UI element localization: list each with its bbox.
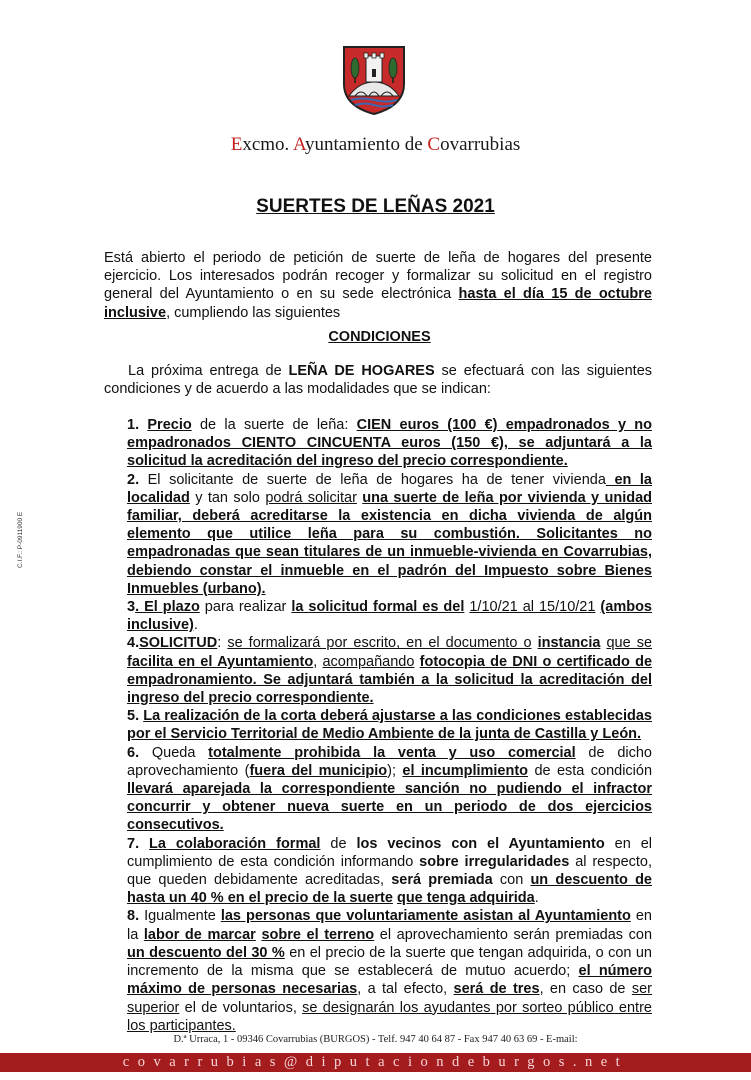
text-run: que se [606, 635, 653, 652]
text-run: para realizar [199, 599, 292, 616]
text-run: facilita en el Ayuntamiento [127, 653, 314, 670]
text-run: 5. [127, 708, 144, 725]
text-run: ser superior [127, 981, 652, 1016]
text-run: el número máximo de personas necesarias [127, 963, 652, 998]
text-run: en el cumplimiento de esta condición informando [127, 835, 652, 870]
footer-email-band [0, 1053, 751, 1072]
text-run: SOLICITUD [139, 635, 218, 652]
text-run: y tan solo [189, 489, 266, 506]
text-run: será de tres [453, 981, 540, 998]
text-run: 1/10/21 al 15/10/21 [469, 599, 596, 616]
condition-item [127, 634, 652, 707]
text-run: en la localidad [127, 471, 652, 506]
text-run: 8. [127, 908, 145, 925]
text-run: de esta condición [528, 762, 653, 779]
text-run: de dicho aprovechamiento ( [127, 744, 652, 779]
text-run: 2. [127, 471, 148, 488]
org-name-initial: C [427, 134, 441, 155]
conditions-intro-paragraph [104, 362, 652, 398]
intro-paragraph [104, 249, 652, 322]
text-run: Precio [147, 417, 192, 433]
text-run: fotocopia de DNI o certificado de empadronamiento. Se adjuntará también a la solicitud la acreditación del ingreso del precio correspondiente. [127, 653, 653, 707]
text-run: las personas que voluntariamente asistan al Ayuntamiento [220, 908, 631, 925]
text-run: sobre irregularidades [419, 853, 570, 870]
text-run: se designarán los ayudantes por sorteo público entre los participantes. [127, 999, 652, 1034]
text-run: acompañando [322, 653, 415, 670]
text-run: 6. [127, 744, 152, 761]
text-run: Queda [151, 744, 209, 761]
text-run: 7. [127, 835, 150, 852]
text-run: será premiada [391, 872, 493, 889]
condition-item [127, 416, 652, 471]
text-run: una suerte de leña por vivienda y unidad familiar, deberá acreditarse la existencia en dicha vivienda de algún elemento que utilice leña para su combustión. Solicitantes no empadronadas que sean titulares de un inmueble-vivienda en Covarrubias, debiendo constar el inmueble en el padrón del Impuesto sobre Bienes Inmuebles (urbano). [127, 489, 653, 597]
text-run: 3 [127, 599, 136, 616]
text-run: labor de marcar [143, 926, 256, 943]
text-run: Está abierto el periodo de petición de suerte de leña de hogares del presente ejercicio. Los interesados podrán recoger y formalizar su solicitud en el registro general del Ayuntamiento o en su sede electrónica [104, 250, 652, 303]
text-run: CIEN euros (100 €) empadronados y no empadronados CIENTO CINCUENTA euros (150 €), se adjuntará a la solicitud la acreditación del ingreso del precio correspondiente. [127, 417, 652, 470]
text-run: el incumplimiento [402, 762, 529, 779]
condition-item [127, 907, 652, 1034]
text-run: LEÑA DE HOGARES [288, 363, 435, 379]
text-run: ); [387, 762, 403, 779]
text-run: al respecto, que queden debidamente acreditadas, [127, 853, 653, 889]
conditions-list [127, 416, 652, 1035]
text-run: , en caso de [539, 981, 632, 998]
text-run: con [492, 872, 531, 889]
text-run: se formalizará por escrito, en el documento o [227, 635, 532, 652]
text-run: un descuento de hasta un 40 % en el precio de la suerte [127, 872, 652, 907]
conditions-heading: CONDICIONES [328, 329, 431, 345]
covarrubias-crest-icon [341, 44, 407, 116]
org-name-text: ovarrubias [440, 134, 521, 155]
text-run: en la [127, 908, 652, 943]
text-run: (ambos inclusive) [127, 599, 652, 634]
footer-address: D.ª Urraca, 1 - 09346 Covarrubias (BURGOS) - Telf. 947 40 64 87 - Fax 947 40 63 69 - E-mail: [173, 1034, 578, 1045]
org-name-initial: A [292, 134, 305, 155]
text-run: , [313, 653, 323, 670]
text-run: . El plazo [135, 599, 200, 616]
footer-email: covarrubias@diputaciondeburgos.net [122, 1054, 629, 1070]
condition-item [127, 744, 652, 835]
text-run: La próxima entrega de [128, 363, 289, 379]
text-run: que tenga adquirida [396, 890, 535, 907]
text-run: El solicitante de suerte de leña de hogares ha de tener vivienda [147, 471, 606, 488]
document-title: SUERTES DE LEÑAS 2021 [256, 196, 495, 217]
cif-margin-note: C.I.F.: P-0911900 E [17, 511, 24, 568]
text-run: : [217, 635, 228, 652]
text-run: de la suerte de leña: [191, 417, 357, 433]
text-run: podrá solicitar [265, 489, 357, 506]
text-run: La colaboración formal [149, 835, 321, 852]
condition-item [127, 598, 652, 634]
text-run: el aprovechamiento serán premiadas con [374, 926, 653, 943]
text-run: La realización de la corta deberá ajustarse a las condiciones establecidas por el Servicio Territorial de Medio Ambiente de la junta de Castilla y León. [127, 708, 652, 743]
org-name-text: yuntamiento de [304, 134, 428, 155]
text-run: el de voluntarios, [179, 999, 303, 1016]
text-run: un descuento del 30 % [127, 944, 285, 961]
text-run: los vecinos con el Ayuntamiento [356, 835, 605, 852]
text-run: fuera del municipio [249, 762, 388, 779]
text-run: . [193, 617, 198, 634]
text-run: la solicitud formal es del [291, 599, 465, 616]
text-run: de [320, 835, 357, 852]
text-run: hasta el día 15 de octubre inclusive [104, 286, 653, 321]
condition-item [127, 471, 652, 598]
text-run: totalmente prohibida la venta y uso comercial [208, 744, 576, 761]
text-run: instancia [537, 635, 601, 652]
text-run: 4. [127, 635, 140, 652]
text-run: sobre el terreno [261, 926, 375, 943]
text-run: Igualmente [144, 908, 221, 925]
text-run: en el precio de la suerte que tengan adquirida, o con un incremento de la misma que se establecerá de mutuo acuerdo; [127, 944, 652, 980]
text-run: , cumpliendo las siguientes [166, 304, 341, 321]
org-name-text: xcmo. [242, 134, 293, 155]
text-run: . [534, 890, 539, 907]
text-run: llevará aparejada la correspondiente sanción no pudiendo el infractor concurrir y obtener nueva suerte en un periodo de dos ejercicios consecutivos. [127, 781, 652, 834]
text-run: 1. [127, 417, 148, 433]
text-run: , a tal efecto, [357, 981, 454, 998]
condition-item [127, 835, 652, 908]
org-name [0, 134, 751, 156]
condition-item [127, 707, 652, 743]
org-name-initial: E [230, 134, 243, 155]
text-run: se efectuará con las siguientes condiciones y de acuerdo a las modalidades que se indican: [104, 363, 653, 398]
